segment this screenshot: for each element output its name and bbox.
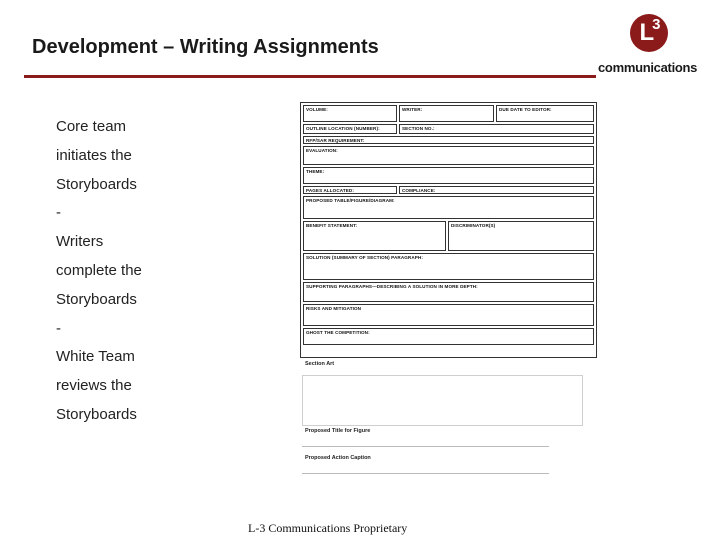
solution-paragraph-field: SOLUTION (SUMMARY OF SECTION) PARAGRAPH: xyxy=(303,253,594,280)
step-line: Writers xyxy=(56,233,104,251)
step-line: Storyboards xyxy=(56,290,137,308)
slide-title: Development – Writing Assignments xyxy=(32,36,379,58)
step-line: Storyboards xyxy=(56,405,137,423)
section-art-box xyxy=(302,375,583,426)
proposed-table-field: PROPOSED TABLE/FIGURE/DIAGRAM: xyxy=(303,196,594,219)
section-no-field: SECTION NO.: xyxy=(399,124,594,134)
step-line: Storyboards xyxy=(56,175,137,193)
ghost-competition-field: GHOST THE COMPETITION: xyxy=(303,328,594,345)
section-art-label: Section Art xyxy=(305,361,335,367)
slide-footer: L-3 Communications Proprietary xyxy=(248,521,408,535)
title-underline xyxy=(24,75,596,78)
step-line: initiates the xyxy=(56,146,132,164)
logo-mark-letter: L xyxy=(639,19,653,46)
storyboard-form xyxy=(300,102,597,358)
risks-mitigation-field: RISKS AND MITIGATION xyxy=(303,304,594,326)
volume-field: VOLUME: xyxy=(303,105,397,122)
proposed-title-label: Proposed Title for Figure xyxy=(305,428,371,434)
outline-location-field: OUTLINE LOCATION (NUMBER): xyxy=(303,124,397,134)
rfp-requirement-field: RFP/SAR REQUIREMENT: xyxy=(303,136,594,144)
evaluation-field: EVALUATION: xyxy=(303,146,594,165)
due-date-field: DUE DATE TO EDITOR: xyxy=(496,105,594,122)
discriminators-field: DISCRIMINATOR(S) xyxy=(448,221,594,251)
step-line: reviews the xyxy=(56,377,132,395)
supporting-paragraphs-field: SUPPORTING PARAGRAPHS—DESCRIBING A SOLUTION IN MORE DEPTH: xyxy=(303,282,594,302)
logo-mark-super: 3 xyxy=(652,16,659,33)
proposed-caption-line xyxy=(302,473,549,474)
l3-logo-mark xyxy=(630,14,668,52)
step-line: Core team xyxy=(56,118,127,135)
proposed-title-line xyxy=(302,446,549,447)
theme-field: THEME: xyxy=(303,167,594,184)
step-line: White Team xyxy=(56,348,135,366)
l3-logo xyxy=(596,14,706,76)
benefit-statement-field: BENEFIT STATEMENT: xyxy=(303,221,446,251)
process-steps xyxy=(56,113,256,430)
step-line: - xyxy=(56,319,61,337)
compliance-field: COMPLIANCE: xyxy=(399,186,594,194)
writer-field: WRITER: xyxy=(399,105,494,122)
proposed-caption-label: Proposed Action Caption xyxy=(305,455,371,461)
pages-allocated-field: PAGES ALLOCATED: xyxy=(303,186,397,194)
logo-wordmark: communications xyxy=(598,60,698,75)
step-line: complete the xyxy=(56,261,142,279)
step-line: - xyxy=(56,204,61,222)
